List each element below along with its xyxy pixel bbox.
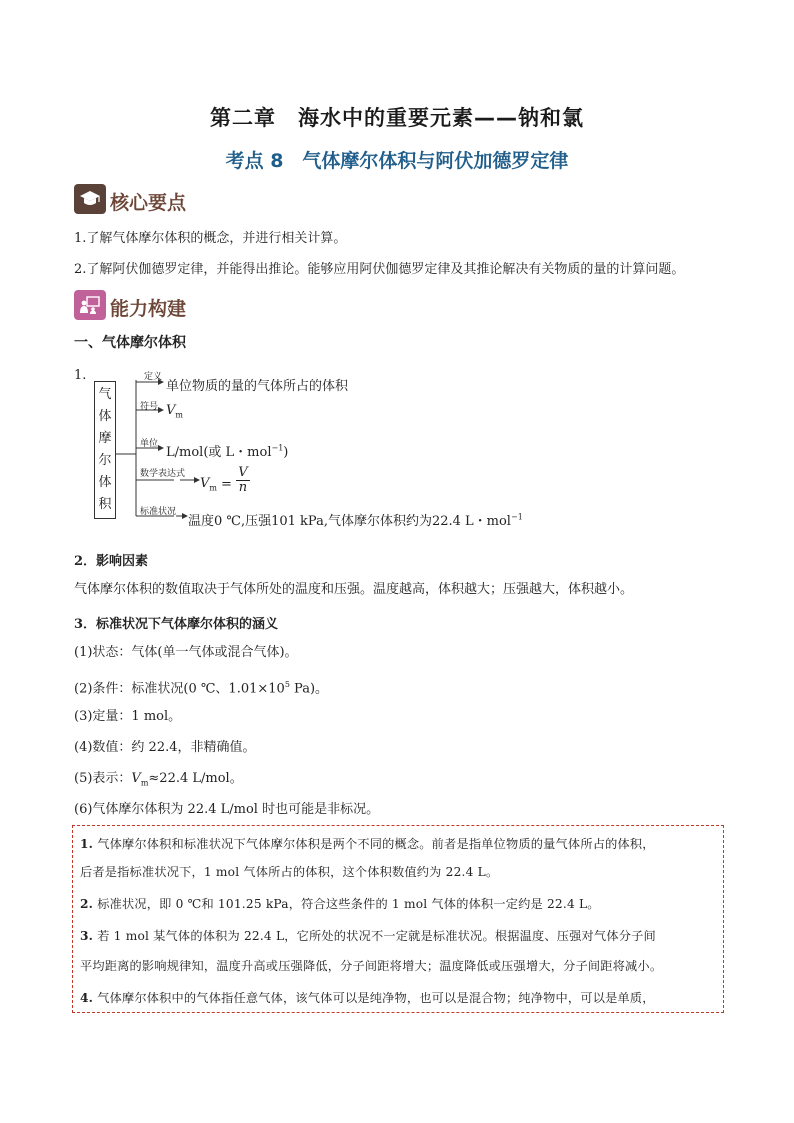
note-line: 2. 标准状况，即 0 ℃和 101.25 kPa，符合这些条件的 1 mol 气体的体积一定约是 22.4 L。 xyxy=(80,897,600,911)
teacher-board-icon xyxy=(74,290,106,320)
core-section-title: 核心要点 xyxy=(110,192,187,214)
notes-box xyxy=(72,825,724,1013)
branch-text-standard: 温度0 ℃,压强101 kPa,气体摩尔体积约为22.4 L・mol$^{-1}$ xyxy=(188,512,523,529)
root-char: 积 xyxy=(98,497,112,512)
fraction-numerator: V xyxy=(238,465,248,480)
diagram-number: 1. xyxy=(74,368,87,383)
core-item-2: 2.了解阿伏伽德罗定律，并能得出推论。能够应用阿伏伽德罗定律及其推论解决有关物质的量的计算问题。 xyxy=(74,262,685,277)
chapter-title: 第二章 海水中的重要元素——钠和氯 xyxy=(210,106,584,130)
meaning-item-4: (4)数值：约 22.4，非精确值。 xyxy=(74,740,256,755)
meaning-item-2: (2)条件：标准状况(0 ℃、$1.01\times 10^5$ Pa)。 xyxy=(74,680,329,697)
root-char: 体 xyxy=(98,475,112,490)
note-line: 平均距离的影响规律知，温度升高或压强降低，分子间距将增大；温度降低或压强增大，分子间距将减小。 xyxy=(80,959,663,973)
branch-label-definition: 定义 xyxy=(144,372,163,382)
meaning-item-3: (3)定量：1 mol。 xyxy=(74,709,182,724)
branch-text-unit: L/mol(或 L・mol$^{-1}$) xyxy=(166,443,289,460)
branch-text-formula: $V_m$ = $\frac{V}{n}$ xyxy=(200,466,250,495)
root-char: 摩 xyxy=(98,431,112,446)
graduation-cap-icon xyxy=(74,184,106,214)
ability-section-title: 能力构建 xyxy=(110,298,187,320)
diagram-root-box xyxy=(94,381,116,519)
meaning-item-5: (5)表示：$V_m\approx 22.4$ L/mol。 xyxy=(74,771,243,788)
topic-title: 考点 8 气体摩尔体积与阿伏加德罗定律 xyxy=(225,150,569,172)
root-char: 体 xyxy=(98,409,112,424)
factors-text: 气体摩尔体积的数值取决于气体所处的温度和压强。温度越高，体积越大；压强越大，体积越小。 xyxy=(74,582,634,597)
branch-text-symbol: $V_m$ xyxy=(166,403,183,420)
meaning-heading: 3．标准状况下气体摩尔体积的涵义 xyxy=(74,617,279,632)
note-line: 后者是指标准状况下，1 mol 气体所占的体积，这个体积数值约为 22.4 L。 xyxy=(80,865,499,879)
branch-text-definition: 单位物质的量的气体所占的体积 xyxy=(166,379,349,394)
fraction-denominator: n xyxy=(236,480,250,495)
gas-molar-volume-heading: 一、气体摩尔体积 xyxy=(74,335,186,351)
branch-label-formula: 数学表达式 xyxy=(140,469,186,479)
branch-label-unit: 单位 xyxy=(140,439,159,449)
factors-heading: 2．影响因素 xyxy=(74,554,149,569)
core-item-1: 1.了解气体摩尔体积的概念，并进行相关计算。 xyxy=(74,231,347,246)
root-char: 尔 xyxy=(98,453,112,468)
note-line: 4. 气体摩尔体积中的气体指任意气体，该气体可以是纯净物，也可以是混合物；纯净物中，可以是单质， xyxy=(80,991,655,1005)
meaning-item-6: (6)气体摩尔体积为 22.4 L/mol 时也可能是非标况。 xyxy=(74,802,380,817)
note-line: 1. 气体摩尔体积和标准状况下气体摩尔体积是两个不同的概念。前者是指单位物质的量气体所占的体积， xyxy=(80,837,655,851)
note-line: 3. 若 1 mol 某气体的体积为 22.4 L，它所处的状况不一定就是标准状况。根据温度、压强对气体分子间 xyxy=(80,929,656,943)
branch-label-standard: 标准状况 xyxy=(140,507,177,517)
meaning-item-1: (1)状态：气体(单一气体或混合气体)。 xyxy=(74,645,298,660)
branch-label-symbol: 符号 xyxy=(140,402,159,412)
root-char: 气 xyxy=(98,387,112,402)
